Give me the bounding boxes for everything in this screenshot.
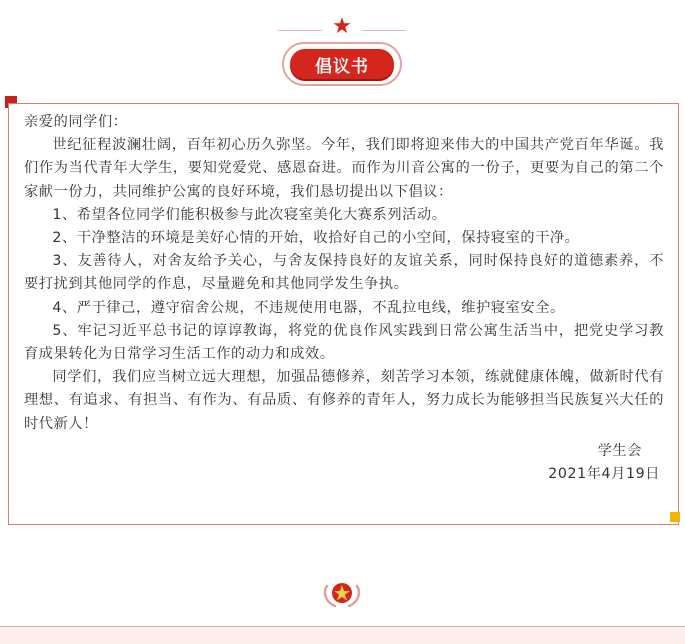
- greeting: 亲爱的同学们：: [24, 114, 128, 130]
- party-emblem-icon: [321, 580, 363, 608]
- header-divider-left: [278, 30, 322, 31]
- date: 2021年4月19日: [548, 466, 660, 483]
- closing-paragraph: 同学们，我们应当树立远大理想，加强品德修养，刻苦学习本领，练就健康体魄，做新时代有理想、有追求、有担当、有作为、有品质、有修养的青年人，努力成长为能够担当民族复兴大任的时代新人！: [24, 369, 664, 432]
- footer-band: [0, 626, 685, 644]
- proposal-item-1: 1、希望各位同学们能积极参与此次寝室美化大赛系列活动。: [52, 206, 447, 223]
- signature: 学生会: [597, 442, 642, 459]
- proposal-item-3: 3、友善待人，对舍友给予关心，与舍友保持良好的友谊关系，同时保持良好的道德素养，不要打扰到其他同学的作息，尽量避免和其他同学发生争执。: [24, 253, 664, 293]
- title-badge: [282, 42, 402, 86]
- page-title: 倡议书: [290, 49, 394, 79]
- proposal-item-5: 5、牢记习近平总书记的谆谆教诲，将党的优良作风实践到日常公寓生活当中，把党史学习教育成果转化为日常学习生活工作的动力和成效。: [24, 322, 664, 363]
- proposal-item-2: 2、干净整洁的环境是美好心情的开始，收拾好自己的小空间，保持寝室的干净。: [52, 230, 580, 247]
- header-divider-right: [362, 30, 406, 31]
- corner-decoration-bottom-right: [670, 512, 680, 522]
- intro-paragraph: 世纪征程波澜壮阔，百年初心历久弥坚。今年，我们即将迎来伟大的中国共产党百年华诞。我们作为当代青年大学生，要知党爱党、感恩奋进。而作为川音公寓的一份子，更要为自己的第二个家献一份力，共同维护公寓的良好环境，我们恳切提出以下倡议：: [24, 137, 664, 200]
- proposal-item-4: 4、严于律己，遵守宿舍公规，不违规使用电器，不乱拉电线，维护寝室安全。: [52, 299, 565, 316]
- letter-content: [24, 111, 664, 486]
- star-icon: ★: [332, 14, 352, 39]
